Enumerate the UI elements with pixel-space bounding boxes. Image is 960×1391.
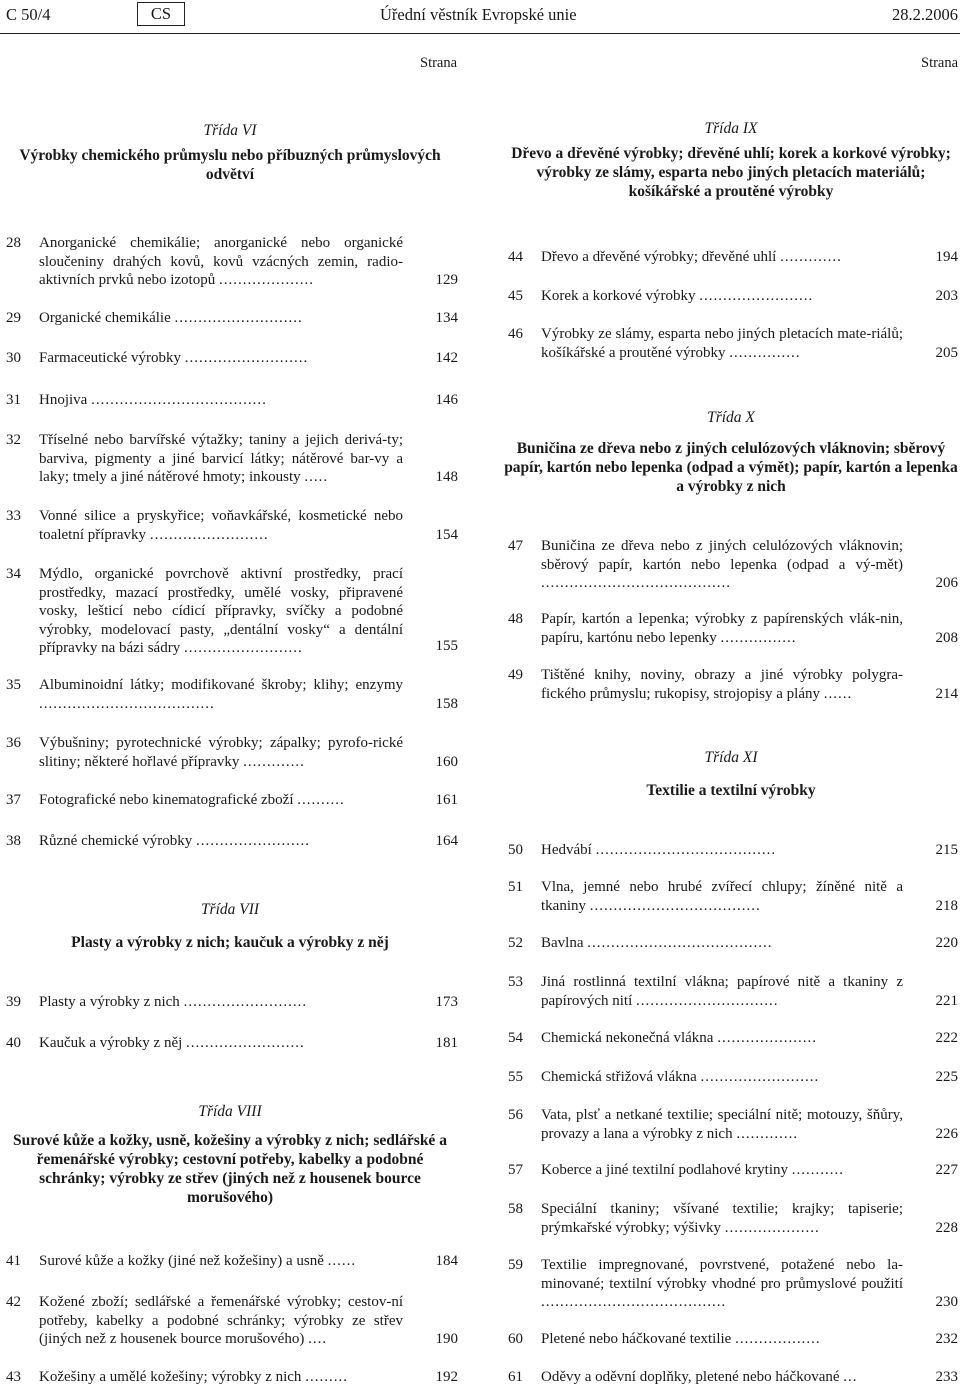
chapter-title: Anorganické chemikálie; anorganické nebo organické sloučeniny drahých kovů, kovů vzácných zemin, radio-aktivních prvků nebo izotopů .................... [39, 235, 403, 288]
chapter-number: 44 [508, 249, 523, 265]
chapter-number: 37 [6, 792, 21, 808]
page-header [0, 0, 960, 28]
page-ref: 227 [935, 1161, 958, 1178]
chapter-number: 58 [508, 1201, 523, 1217]
chapter-number: 45 [508, 288, 523, 304]
chapter-number: 50 [508, 842, 523, 858]
toc-entry[interactable] [502, 934, 960, 952]
toc-entry[interactable] [0, 309, 460, 327]
toc-entry[interactable] [502, 610, 960, 647]
chapter-title: Tříselné nebo barvířské výtažky; taniny a jejich derivá-ty; barviva, pigmenty a jiné barvicí látky; nátěrové bar-vy a laky; tmely a jiné nátěrové hmoty; inkousty ..... [39, 432, 403, 485]
chapter-title: Organické chemikálie ........................... [39, 310, 303, 326]
toc-entry[interactable] [502, 537, 960, 592]
page-ref: 181 [435, 1034, 458, 1051]
toc-entry[interactable] [502, 1330, 960, 1348]
toc-entry[interactable] [502, 1161, 960, 1179]
chapter-number: 57 [508, 1162, 523, 1178]
chapter-number: 39 [6, 994, 21, 1010]
toc-entry[interactable] [502, 325, 960, 362]
section-class-xi [502, 749, 960, 800]
chapter-title: Dřevo a dřevěné výrobky; dřevěné uhlí ............. [541, 249, 842, 265]
page-ref: 228 [935, 1219, 958, 1236]
chapter-number: 29 [6, 310, 21, 326]
section-class-ix [502, 120, 960, 201]
chapter-number: 59 [508, 1257, 523, 1273]
page-ref: 221 [935, 992, 958, 1009]
chapter-title: Vonné silice a pryskyřice; voňavkářské, kosmetické nebo toaletní přípravky ......................... [39, 508, 403, 543]
page-ref: 146 [435, 391, 458, 408]
chapter-title: Výbušniny; pyrotechnické výrobky; zápalky; pyrofo-rické slitiny; některé hořlavé přípravky ............. [39, 735, 403, 770]
toc-entry[interactable] [502, 1029, 960, 1047]
chapter-title: Korek a korkové výrobky ........................ [541, 288, 814, 304]
chapter-number: 42 [6, 1294, 21, 1310]
page-ref: 205 [935, 344, 958, 361]
chapter-number: 30 [6, 350, 21, 366]
toc-entry[interactable] [502, 973, 960, 1010]
section-title: Dřevo a dřevěné výrobky; dřevěné uhlí; korek a korkové výrobky; výrobky ze slámy, esparta nebo jiných pletacích materiálů; košíkářské a proutěné výrobky [511, 145, 951, 200]
page-ref: 158 [435, 695, 458, 712]
chapter-title: Surové kůže a kožky (jiné než kožešiny) a usně ...... [39, 1253, 357, 1269]
section-title: Výrobky chemického průmyslu nebo příbuzných průmyslových odvětví [19, 147, 441, 183]
chapter-title: Kaučuk a výrobky z něj ......................... [39, 1035, 305, 1051]
page-ref: 161 [435, 791, 458, 808]
page-ref: 230 [935, 1293, 958, 1310]
toc-entry[interactable] [0, 234, 460, 289]
page-ref: 134 [435, 309, 458, 326]
toc-entry[interactable] [502, 287, 960, 305]
journal-title: Úřední věstník Evropské unie [380, 5, 577, 24]
chapter-title: Koberce a jiné textilní podlahové krytiny ........... [541, 1162, 845, 1178]
page-ref: 222 [935, 1029, 958, 1046]
toc-entry[interactable] [502, 1106, 960, 1143]
page-ref: 160 [435, 753, 458, 770]
chapter-title: Mýdlo, organické povrchově aktivní prostředky, prací prostředky, mazací prostředky, umělé vosky, připravené vosky, lešticí nebo cídicí přípravky, svíčky a podobné výrobky, modelovací pasty, „dentální vosky“ a dentální přípravky na bázi sádry ......................... [39, 566, 403, 656]
header-rule [0, 33, 960, 34]
page-ref: 203 [935, 287, 958, 304]
chapter-title: Hnojiva ..................................... [39, 392, 267, 408]
page-ref: 164 [435, 832, 458, 849]
chapter-number: 48 [508, 611, 523, 627]
page-ref: 194 [935, 248, 958, 265]
section-title: Plasty a výrobky z nich; kaučuk a výrobky z něj [71, 934, 389, 951]
toc-entry[interactable] [0, 1293, 460, 1348]
page-ref: 208 [935, 629, 958, 646]
chapter-number: 33 [6, 508, 21, 524]
issue-date: 28.2.2006 [892, 5, 958, 24]
chapter-number: 47 [508, 538, 523, 554]
page-ref: 225 [935, 1068, 958, 1085]
toc-entry[interactable] [0, 791, 460, 809]
section-title: Surové kůže a kožky, usně, kožešiny a výrobky z nich; sedlářské a řemenářské výrobky; cestovní potřeby, kabelky a podobné schránky; výrobky ze střev (jiných než z housenek bource morušového) [13, 1132, 447, 1206]
chapter-title: Oděvy a oděvní doplňky, pletené nebo háčkované ... [541, 1369, 858, 1385]
section-class-viii [0, 1103, 460, 1207]
strana-label-right: Strana [921, 55, 959, 71]
chapter-title: Vlna, jemné nebo hrubé zvířecí chlupy; žíněné nitě a tkaniny .................................... [541, 879, 903, 914]
chapter-number: 35 [6, 677, 21, 693]
chapter-number: 40 [6, 1035, 21, 1051]
chapter-number: 52 [508, 935, 523, 951]
chapter-title: Výrobky ze slámy, esparta nebo jiných pletacích mate-riálů; košíkářské a proutěné výrobky ............... [541, 326, 903, 361]
chapter-number: 28 [6, 235, 21, 251]
chapter-title: Textilie impregnované, povrstvené, potažené nebo la-minované; textilní výrobky vhodné pro průmyslové použití ....................................... [541, 1257, 903, 1310]
page-ref: 129 [435, 271, 458, 288]
chapter-title: Papír, kartón a lepenka; výrobky z papírenských vlák-nin, papíru, kartónu nebo lepenky ................ [541, 611, 903, 646]
toc-entry[interactable] [502, 1256, 960, 1311]
page-ref: 155 [435, 637, 458, 654]
chapter-title: Plasty a výrobky z nich .......................... [39, 994, 308, 1010]
toc-entry[interactable] [0, 391, 460, 409]
page-ref: 192 [435, 1368, 458, 1385]
page-ref: 148 [435, 468, 458, 485]
page-ref: 184 [435, 1252, 458, 1269]
chapter-number: 31 [6, 392, 21, 408]
chapter-title: Fotografické nebo kinematografické zboží .......... [39, 792, 345, 808]
chapter-number: 34 [6, 566, 21, 582]
language-badge: CS [137, 2, 185, 26]
toc-entry[interactable] [502, 1068, 960, 1086]
chapter-title: Hedvábí ...................................... [541, 842, 777, 858]
toc-entry[interactable] [0, 993, 460, 1011]
page-ref: 226 [935, 1125, 958, 1142]
chapter-title: Buničina ze dřeva nebo z jiných celulózových vláknovin; sběrový papír, kartón nebo lepenka (odpad a vý-mět) ........................................ [541, 538, 903, 591]
toc-entry[interactable] [0, 349, 460, 367]
chapter-title: Pletené nebo háčkované textilie .................. [541, 1331, 821, 1347]
chapter-title: Speciální tkaniny; všívané textilie; krajky; tapiserie; prýmkařské výrobky; výšivky .................... [541, 1201, 903, 1236]
chapter-title: Vata, plsť a netkané textilie; speciální nitě; motouzy, šňůry, provazy a lana a výrobky z nich ............. [541, 1107, 903, 1142]
page-ref: 173 [435, 993, 458, 1010]
toc-entry[interactable] [0, 565, 460, 655]
chapter-number: 53 [508, 974, 523, 990]
strana-label-left: Strana [420, 55, 458, 71]
section-label: Třída VIII [198, 1103, 262, 1120]
page-ref: 218 [935, 897, 958, 914]
section-title: Textilie a textilní výrobky [646, 782, 816, 799]
page-ref: 206 [935, 574, 958, 591]
chapter-number: 43 [6, 1369, 21, 1385]
toc-entry[interactable] [0, 1034, 460, 1052]
chapter-number: 55 [508, 1069, 523, 1085]
chapter-number: 46 [508, 326, 523, 342]
chapter-number: 60 [508, 1331, 523, 1347]
chapter-number: 41 [6, 1253, 21, 1269]
toc-entry[interactable] [502, 878, 960, 915]
chapter-title: Bavlna ....................................... [541, 935, 773, 951]
page-ref: 214 [935, 685, 958, 702]
chapter-number: 38 [6, 833, 21, 849]
toc-entry[interactable] [502, 248, 960, 266]
chapter-number: 54 [508, 1030, 523, 1046]
toc-entry[interactable] [0, 1368, 460, 1386]
chapter-title: Tištěné knihy, noviny, obrazy a jiné výrobky polygra-fického průmyslu; rukopisy, strojopisy a plány ...... [541, 667, 903, 702]
chapter-number: 61 [508, 1369, 523, 1385]
toc-entry[interactable] [0, 676, 460, 713]
page-ref: 154 [435, 526, 458, 543]
chapter-number: 49 [508, 667, 523, 683]
toc-entry[interactable] [0, 431, 460, 486]
page-ref: 233 [935, 1368, 958, 1385]
chapter-title: Chemická střižová vlákna ......................... [541, 1069, 820, 1085]
section-title: Buničina ze dřeva nebo z jiných celulózových vláknovin; sběrový papír, kartón nebo lepenka (odpad a výmět); papír, kartón a lepenka a výrobky z nich [504, 440, 958, 495]
section-class-vii [0, 901, 460, 952]
chapter-number: 56 [508, 1107, 523, 1123]
page-ref: 190 [435, 1330, 458, 1347]
chapter-title: Albuminoidní látky; modifikované škroby; klihy; enzymy ..................................... [39, 677, 403, 712]
page-ref: 232 [935, 1330, 958, 1347]
toc-entry[interactable] [0, 507, 460, 544]
section-label: Třída X [707, 409, 755, 426]
page-ref: 142 [435, 349, 458, 366]
chapter-title: Kožešiny a umělé kožešiny; výrobky z nich ......... [39, 1369, 348, 1385]
chapter-title: Farmaceutické výrobky .......................... [39, 350, 309, 366]
section-label: Třída IX [704, 120, 758, 137]
toc-entry[interactable] [502, 1368, 960, 1386]
toc-entry[interactable] [0, 734, 460, 771]
section-label: Třída XI [704, 749, 758, 766]
chapter-title: Různé chemické výrobky ........................ [39, 833, 311, 849]
page-ref: 220 [935, 934, 958, 951]
chapter-title: Chemická nekonečná vlákna ..................... [541, 1030, 817, 1046]
section-label: Třída VI [203, 122, 257, 139]
toc-entry[interactable] [0, 1252, 460, 1270]
section-label: Třída VII [200, 901, 260, 918]
chapter-number: 32 [6, 432, 21, 448]
chapter-number: 36 [6, 735, 21, 751]
toc-entry[interactable] [502, 841, 960, 859]
toc-entry[interactable] [502, 666, 960, 703]
toc-entry[interactable] [0, 832, 460, 850]
section-class-vi [0, 122, 460, 184]
chapter-title: Jiná rostlinná textilní vlákna; papírové nitě a tkaniny z papírových nití .............................. [541, 974, 903, 1009]
chapter-title: Kožené zboží; sedlářské a řemenářské výrobky; cestov-ní potřeby, kabelky a podobné schránky; výrobky ze střev (jiných než z housenek bource morušového) .... [39, 1294, 403, 1347]
section-class-x [502, 409, 960, 496]
chapter-number: 51 [508, 879, 523, 895]
page-ref: 215 [935, 841, 958, 858]
toc-entry[interactable] [502, 1200, 960, 1237]
page-number: C 50/4 [6, 5, 51, 24]
